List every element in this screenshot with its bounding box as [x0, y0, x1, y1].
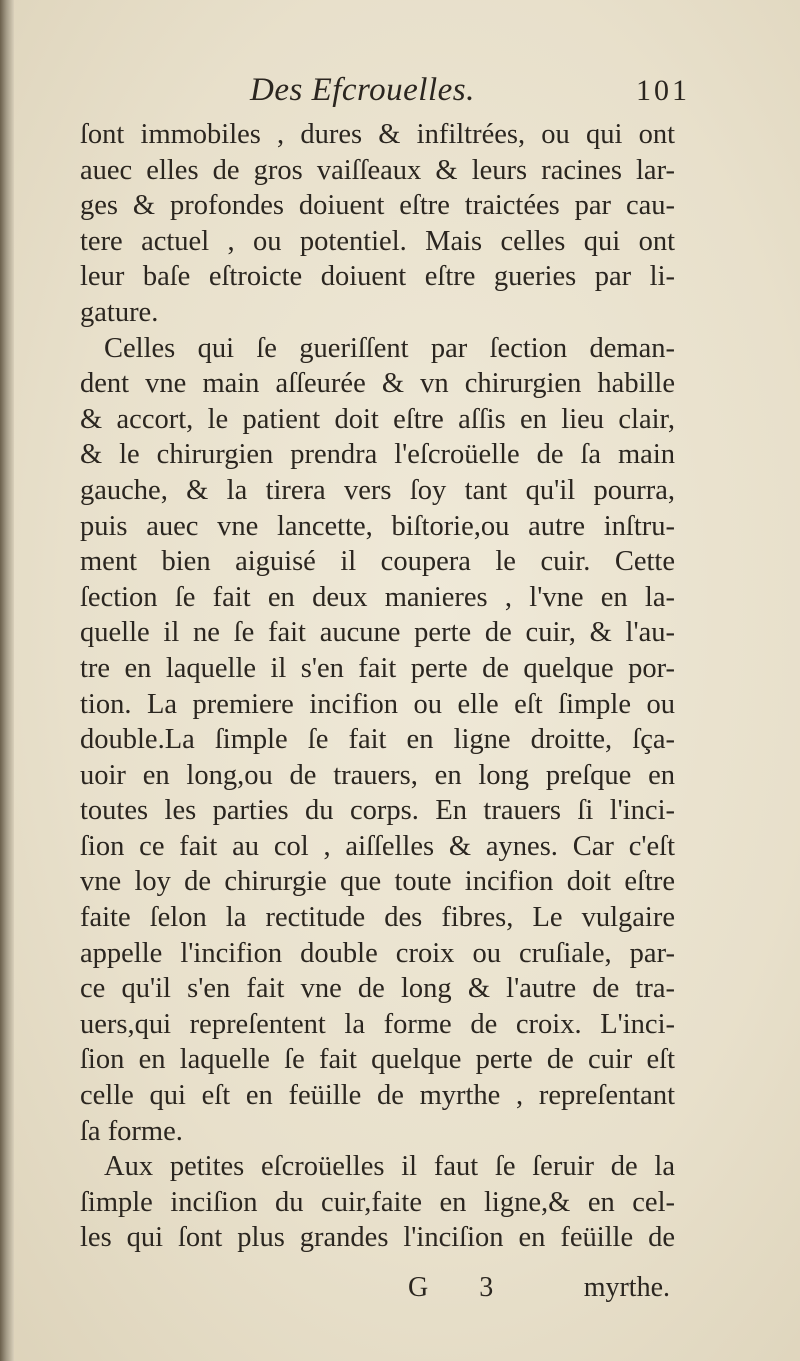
page-number: 101: [636, 74, 690, 107]
text-line: ſion en laquelle ſe fait quelque perte de cuir eſt: [80, 1044, 675, 1076]
text-line: tere actuel , ou potentiel. Mais celles qui ont: [80, 225, 675, 257]
text-line: dent vne main aſſeurée & vn chirurgien habille: [80, 368, 675, 400]
text-line: ſection ſe fait en deux manieres , l'vne en la-: [80, 581, 675, 613]
body-text: [80, 117, 675, 1256]
text-line: ſa forme.: [80, 1115, 183, 1147]
page-footer: [400, 1272, 680, 1312]
page-header: [250, 72, 690, 116]
text-line: gature.: [80, 296, 159, 328]
text-line: tre en laquelle il s'en fait perte de quelque por-: [80, 652, 675, 684]
text-line: faite ſelon la rectitude des fibres, Le vulgaire: [80, 902, 675, 934]
text-line: ce qu'il s'en fait vne de long & l'autre de tra-: [80, 973, 675, 1005]
text-line: tion. La premiere incifion ou elle eſt ſimple ou: [80, 688, 675, 720]
text-line: toutes les parties du corps. En trauers ſi l'inci-: [80, 795, 675, 827]
paragraph-start: Aux petites eſcroüelles il faut ſe ſeruir de la: [104, 1151, 675, 1183]
text-line: leur baſe eſtroicte doiuent eſtre gueries par li-: [80, 261, 675, 293]
signature-mark: G 3: [408, 1272, 516, 1303]
text-line: celle qui eſt en feüille de myrthe , repreſentant: [80, 1080, 675, 1112]
text-line: & accort, le patient doit eſtre aſſis en lieu clair,: [80, 403, 675, 435]
text-line: gauche, & la tirera vers ſoy tant qu'il pourra,: [80, 474, 675, 506]
paragraph-start: Celles qui ſe gueriſſent par ſection deman-: [104, 332, 675, 364]
text-line: ſion ce fait au col , aiſſelles & aynes. Car c'eſt: [80, 830, 675, 862]
text-line: uoir en long,ou de trauers, en long preſque en: [80, 759, 675, 791]
binding-edge: [0, 0, 14, 1361]
text-line: puis auec vne lancette, biſtorie,ou autre inſtru-: [80, 510, 675, 542]
text-line: ment bien aiguisé il coupera le cuir. Cette: [80, 546, 675, 578]
text-line: appelle l'incifion double croix ou cruſiale, par-: [80, 937, 675, 969]
text-line: uers,qui repreſentent la forme de croix. L'inci-: [80, 1008, 675, 1040]
text-line: ſimple inciſion du cuir,faite en ligne,& en cel-: [80, 1186, 675, 1218]
text-line: les qui ſont plus grandes l'inciſion en feüille de: [80, 1222, 675, 1254]
text-line: auec elles de gros vaiſſeaux & leurs racines lar-: [80, 154, 675, 186]
text-line: double.La ſimple ſe fait en ligne droitte, ſça-: [80, 724, 675, 756]
text-line: vne loy de chirurgie que toute incifion doit eſtre: [80, 866, 675, 898]
catchword: myrthe.: [583, 1272, 670, 1303]
text-line: ſont immobiles , dures & infiltrées, ou qui ont: [80, 119, 675, 150]
text-line: ges & profondes doiuent eſtre traictées par cau-: [80, 190, 675, 222]
text-line: quelle il ne ſe fait aucune perte de cuir, & l'au-: [80, 617, 675, 649]
running-title: Des Efcrouelles.: [250, 72, 475, 108]
text-line: & le chirurgien prendra l'eſcroüelle de ſa main: [80, 439, 675, 471]
